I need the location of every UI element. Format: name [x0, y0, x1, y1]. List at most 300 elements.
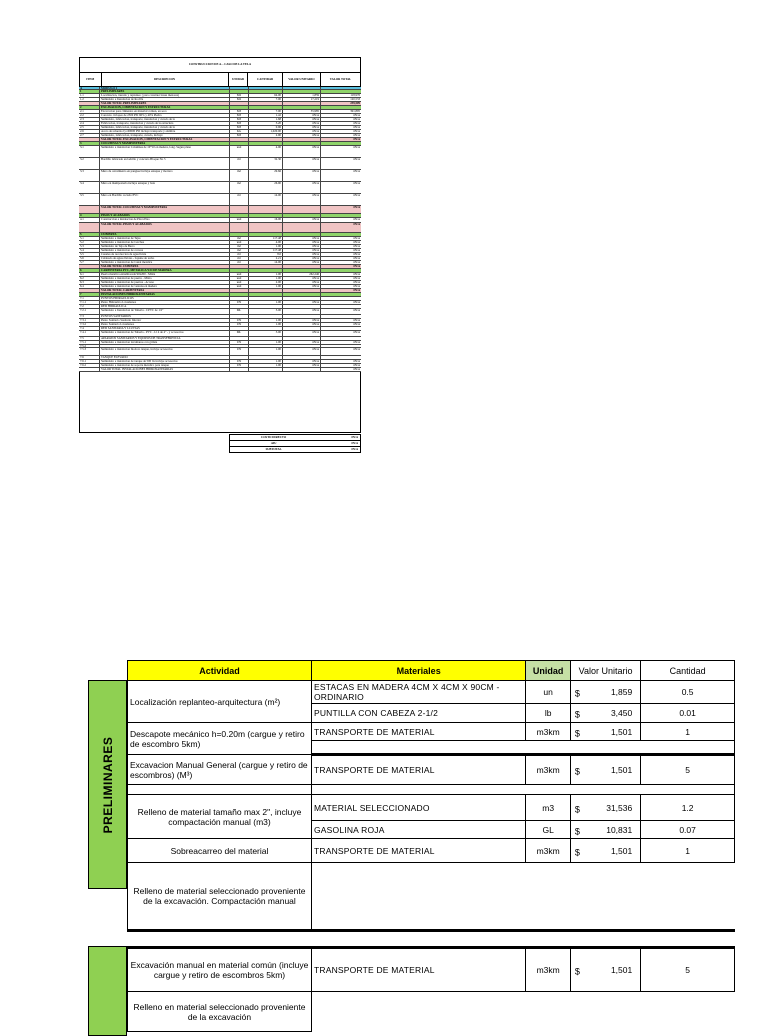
cell-cantidad — [249, 142, 283, 145]
cell-item: 4 — [79, 214, 100, 217]
cell-valor-total — [321, 293, 361, 296]
cell-unidad — [230, 223, 249, 232]
budget-row — [79, 158, 361, 170]
currency-symbol: $ — [574, 728, 580, 738]
unit-cell: lb — [526, 704, 571, 723]
activity-cell: Sobreacarreo del material — [128, 839, 312, 863]
unit-price-value: 31,536 — [606, 802, 633, 813]
cell-unidad: und — [230, 277, 249, 280]
cell-item: 7.2.1 — [79, 309, 100, 314]
currency-symbol: $ — [574, 804, 580, 814]
cell-cantidad — [249, 297, 283, 300]
cell-cantidad: 1.00 — [249, 364, 283, 367]
cell-valor-total: #N/A — [353, 237, 360, 240]
cell-cantidad: 1.00 — [249, 301, 283, 304]
cell-item: 7.4.1 — [79, 331, 100, 336]
cell-descripcion: Suministro e instalacion de Tejas — [100, 237, 230, 240]
header-materiales: Materiales — [311, 661, 525, 681]
cell-cantidad — [249, 138, 283, 141]
cell-cantidad: 64.00 — [249, 94, 283, 97]
cell-valor-unitario — [283, 368, 321, 371]
cell-valor-total — [321, 106, 361, 109]
cell-unidad — [230, 305, 249, 308]
header-item: ITEM — [80, 73, 102, 87]
cell-valor-unitario — [283, 106, 321, 109]
cell-item: 2.5 — [79, 126, 100, 129]
cell-unidad: M2 — [230, 94, 249, 97]
cell-item — [79, 206, 100, 213]
cell-item: 3.5 — [79, 194, 100, 205]
cell-cantidad: 29.66 — [249, 170, 283, 181]
cell-descripcion: Acero de refuerzo fy=60000 PSI incluye transporte y alambre — [100, 130, 230, 133]
cell-descripcion: Cableado de aguas lluvias - bajante de techo — [100, 257, 230, 260]
cell-valor-unitario: #N/A — [283, 114, 321, 117]
unit-price-value: 10,831 — [606, 824, 633, 835]
cell-valor-total: #N/A — [353, 265, 360, 268]
cell-valor-total: #N/A — [353, 249, 360, 252]
header-valor-unitario: VALOR UNITARIO — [282, 73, 320, 87]
cell-descripcion: Suministro e instalacion Inodoro tanque, incluye accesorios — [100, 348, 230, 355]
cell-unidad — [230, 289, 249, 292]
cell-unidad — [230, 206, 249, 213]
empty-cell — [311, 992, 734, 1032]
cell-descripcion: Punto Sanitario Lavamanos — [100, 323, 230, 326]
cell-valor-unitario — [283, 269, 321, 272]
cell-descripcion: PUNTOS SANITARIOS — [100, 315, 230, 318]
cell-cantidad: 32.30 — [249, 158, 283, 169]
cell-unidad: M2 — [230, 98, 249, 101]
cell-unidad — [230, 368, 249, 371]
cell-unidad: m2 — [230, 237, 249, 240]
cell-valor-total: #N/A — [353, 130, 360, 133]
table-row — [128, 992, 735, 1032]
cell-unidad: und — [230, 146, 249, 157]
unit-cell: m3km — [526, 755, 571, 785]
quantity-cell: 1.2 — [641, 795, 735, 821]
unit-price-cell — [570, 795, 640, 821]
cell-valor-unitario — [283, 142, 321, 145]
cell-item: 2.3 — [79, 118, 100, 121]
cell-item: 7 — [79, 293, 100, 296]
cell-cantidad: 1.00 — [249, 277, 283, 280]
quantity-cell: 0.07 — [641, 821, 735, 839]
activity-cell: Excavación manual en material común (incluye cargue y retiro de escombros 5km) — [128, 948, 312, 992]
cell-cantidad: 2.21 — [249, 257, 283, 260]
unit-price-value: 1,501 — [610, 726, 633, 737]
cell-valor-total: #N/A — [353, 323, 360, 326]
currency-symbol: $ — [574, 688, 580, 699]
footer-value: #N/A — [351, 447, 358, 451]
cell-descripcion: EXCAVACION, CIMENTACION Y ESTRUCTURAS — [100, 106, 230, 109]
cell-valor-unitario: #N/A — [283, 249, 321, 252]
cell-valor-total: #N/A — [353, 241, 360, 244]
cell-valor-total — [321, 87, 361, 89]
cell-valor-unitario — [283, 356, 321, 359]
cell-item: 3.2 — [79, 158, 100, 169]
cell-unidad: UN — [230, 348, 249, 355]
cell-descripcion: Suministro e instalacion Columnas de 10*10 en madera, long. Segun plano — [100, 146, 230, 157]
cell-item: 5 — [79, 233, 100, 236]
empty-cell — [311, 863, 734, 931]
cell-descripcion: Suministro e instalacion de ventana en madera — [100, 285, 230, 288]
unit-price-cell — [570, 723, 640, 741]
cell-item: 5.7 — [79, 261, 100, 264]
cell-unidad — [230, 214, 249, 217]
cell-descripcion: VALOR TOTAL CARPINTERIA — [100, 289, 230, 292]
cell-valor-total: #N/A — [353, 273, 360, 276]
cell-valor-unitario: #N/A — [283, 253, 321, 256]
cell-item: 5.3 — [79, 245, 100, 248]
cell-valor-total — [321, 233, 361, 236]
cell-item: 5.2 — [79, 241, 100, 244]
cell-valor-unitario: 1,859 — [283, 94, 321, 97]
cell-valor-total: #N/A — [353, 348, 360, 351]
cell-item — [79, 138, 100, 141]
cell-valor-unitario: #N/A — [283, 364, 321, 367]
cell-unidad: M3 — [230, 118, 249, 121]
cell-valor-total: #N/A — [353, 261, 360, 264]
cell-cantidad — [249, 356, 283, 359]
table-row — [128, 795, 735, 821]
quantity-cell: 0.01 — [641, 704, 735, 723]
budget-row — [79, 368, 361, 372]
footer-value: #N/A — [351, 441, 358, 445]
cell-valor-total: #N/A — [353, 158, 360, 161]
cell-valor-unitario — [283, 297, 321, 300]
cell-item: 6.4 — [79, 285, 100, 288]
section-label: PRELIMINARES — [100, 736, 115, 833]
unit-price-cell — [570, 839, 640, 863]
cell-item: 6 — [79, 269, 100, 272]
section-sidebar — [88, 946, 127, 1036]
budget-sheet-header — [79, 72, 361, 87]
cell-item: 7.5 — [79, 337, 100, 340]
cell-valor-total: #N/A — [353, 289, 360, 292]
cell-descripcion: Suministro e instalacion de puerta - Mixta — [100, 277, 230, 280]
section-sidebar — [88, 680, 127, 889]
cell-valor-unitario — [283, 265, 321, 268]
cell-valor-unitario: #N/A — [283, 285, 321, 288]
cell-unidad — [230, 297, 249, 300]
cell-unidad: UN — [230, 364, 249, 367]
material-cell: ESTACAS EN MADERA 4CM X 4CM X 90CM - ORDINARIO — [311, 681, 525, 704]
header-unidad: UNIDAD — [228, 73, 248, 87]
header-descripcion: DESCRIPCION — [101, 73, 228, 87]
cell-descripcion — [100, 345, 230, 347]
cell-item: 7.5.1 — [79, 341, 100, 344]
cell-valor-unitario — [283, 90, 321, 93]
cell-item — [79, 223, 100, 232]
cell-unidad — [230, 87, 249, 89]
cell-item: 5.4 — [79, 249, 100, 252]
cell-cantidad: 1.00 — [249, 348, 283, 355]
cell-valor-unitario: 17,219 — [283, 98, 321, 101]
cell-unidad — [230, 102, 249, 105]
cell-valor-unitario: #N/A — [283, 241, 321, 244]
cell-item: A — [79, 87, 100, 89]
cell-valor-total: #N/A — [353, 206, 360, 209]
cell-descripcion: Suministro e instalacion de Tuberia - PVC - Ll 4 de 4" - y accesorios — [100, 331, 230, 336]
cell-cantidad: 1.00 — [249, 245, 283, 248]
cell-item: 1.2 — [79, 98, 100, 101]
cell-item: 2.6 — [79, 130, 100, 133]
cell-cantidad: 1,020.00 — [249, 130, 283, 133]
currency-symbol: $ — [574, 766, 580, 777]
cell-valor-total — [321, 297, 361, 300]
cell-item: 2.7 — [79, 134, 100, 137]
cell-valor-unitario: #N/A — [283, 281, 321, 284]
cell-item: 6.3 — [79, 281, 100, 284]
cell-cantidad — [249, 305, 283, 308]
budget-row — [79, 146, 361, 158]
cell-unidad — [230, 315, 249, 318]
cell-valor-total: #N/A — [353, 364, 360, 367]
cell-valor-total — [321, 90, 361, 93]
cell-descripcion: PUNTOS HIDRAULICOS — [100, 297, 230, 300]
cell-item: 2.2 — [79, 114, 100, 117]
cell-valor-total: 239,509 — [350, 102, 360, 105]
activities-table-second — [127, 946, 735, 1032]
header-valor-unitario: Valor Unitario — [570, 661, 640, 681]
cell-valor-total: #N/A — [353, 281, 360, 284]
cell-valor-unitario: #N/A — [283, 319, 321, 322]
cell-descripcion: Fabricacion, transporte, instalacion y curado de la estructura — [100, 122, 230, 125]
cell-descripcion: Localizacion, trazado y replanteo ( para construcciones menores) — [100, 94, 230, 97]
cell-valor-total: #N/A — [353, 138, 360, 141]
cell-cantidad: 2.90 — [249, 134, 283, 137]
header-valor-total: VALOR TOTAL — [320, 73, 360, 87]
cell-cantidad — [249, 206, 283, 213]
cell-valor-unitario: #N/A — [283, 182, 321, 193]
cell-item: 2.4 — [79, 122, 100, 125]
cell-unidad: UN — [230, 301, 249, 304]
cell-unidad: ml — [230, 261, 249, 264]
cell-cantidad: 7.00 — [249, 98, 283, 101]
cell-valor-unitario — [283, 214, 321, 217]
cell-descripcion: Suministro e instalacion de Canal metalica — [100, 261, 230, 264]
cell-cantidad — [249, 265, 283, 268]
cell-unidad: UN — [230, 360, 249, 363]
cell-valor-total — [321, 315, 361, 318]
cell-item: 1.1 — [79, 94, 100, 97]
cell-unidad: M3 — [230, 122, 249, 125]
footer-row-subtotal — [229, 447, 361, 453]
cell-unidad: und — [230, 273, 249, 276]
material-cell: MATERIAL SELECCIONADO — [311, 795, 525, 821]
cell-cantidad: 3.00 — [249, 309, 283, 314]
table-row — [128, 723, 735, 741]
header-cantidad: Cantidad — [641, 661, 735, 681]
cell-descripcion: PRELIMINARES — [100, 90, 230, 93]
cell-cantidad — [249, 368, 283, 371]
cell-valor-total — [321, 214, 361, 217]
cell-cantidad — [249, 214, 283, 217]
cell-unidad — [230, 138, 249, 141]
cell-descripcion: Muro en mamposteria incluye estuque y bata — [100, 182, 230, 193]
unit-cell: m3km — [526, 723, 571, 741]
cell-valor-unitario: #N/A — [283, 194, 321, 205]
cell-unidad — [230, 106, 249, 109]
cell-cantidad: 14.00 — [249, 194, 283, 205]
cell-valor-total: #N/A — [353, 218, 360, 221]
cell-valor-total: #N/A — [353, 285, 360, 288]
cell-item: 6.2 — [79, 277, 100, 280]
cell-descripcion: Suministro de Teja de Barro — [100, 245, 230, 248]
cell-descripcion: CARPINTERIA PVC, METALICA Y/O DE MADERA — [100, 269, 230, 272]
cell-valor-total: #N/A — [353, 182, 360, 185]
unit-price-value: 1,501 — [610, 965, 633, 975]
cell-cantidad: 1.00 — [249, 323, 283, 326]
cell-valor-unitario — [283, 293, 321, 296]
cell-valor-unitario — [283, 138, 321, 141]
cell-item: 3.4 — [79, 182, 100, 193]
cell-cantidad — [249, 269, 283, 272]
cell-descripcion: VALOR TOTAL INSTALACIONES HIDROSANITARIAS — [100, 368, 230, 371]
cell-valor-unitario: #N/A — [283, 323, 321, 326]
unit-price-value: 1,501 — [610, 765, 633, 775]
cell-valor-total: #N/A — [353, 118, 360, 121]
activity-cell: Descapote mecánico h=0.20m (cargue y retiro de escombro 5km) — [128, 723, 312, 755]
cell-valor-total: #N/A — [353, 301, 360, 304]
cell-descripcion: PISOS Y ACABADOS — [100, 214, 230, 217]
cell-valor-unitario: #N/A — [283, 348, 321, 355]
cell-descripcion: VALOR TOTAL EXCAVACION, CIMENTACION Y ESTRUCTURAS — [100, 138, 230, 141]
cell-cantidad: 14.00 — [249, 261, 283, 264]
cell-descripcion: Suministro e instalacion de soporte metalico para tanque — [100, 364, 230, 367]
cell-unidad: ML — [230, 331, 249, 336]
cell-valor-unitario: #N/A — [283, 134, 321, 137]
cell-valor-unitario — [283, 315, 321, 318]
cell-unidad: ml — [230, 257, 249, 260]
cell-valor-unitario — [283, 289, 321, 292]
unit-price-value: 1,501 — [610, 845, 633, 856]
activities-header-row — [128, 661, 735, 681]
cell-cantidad: 8.0 — [249, 253, 283, 256]
cell-descripcion: Puerta metalica entamborada 90x200 - Mixta — [100, 273, 230, 276]
cell-item — [79, 289, 100, 292]
cell-unidad: m2 — [230, 249, 249, 252]
cell-descripcion: CUBIERTA — [100, 233, 230, 236]
cell-descripcion: Punto Sanitario Sanitario Inferior — [100, 319, 230, 322]
cell-cantidad: 2.00 — [249, 281, 283, 284]
cell-cantidad: 1.00 — [249, 341, 283, 344]
cell-valor-unitario — [283, 223, 321, 232]
activity-cell: Relleno en material seleccionado proveniente de la excavación — [128, 992, 312, 1032]
material-cell: TRANSPORTE DE MATERIAL — [311, 723, 525, 741]
cell-cantidad: 117.48 — [249, 249, 283, 252]
cell-unidad — [230, 269, 249, 272]
cell-descripcion: VALOR TOTAL CUBIERTA — [100, 265, 230, 268]
header-actividad: Actividad — [128, 661, 312, 681]
activity-cell: Relleno de material tamaño max 2", incluye compactación manual (m3) — [128, 795, 312, 839]
cell-descripcion: APARATOS SANITARIOS Y EQUIPOS DE TRANSFERENCIA — [100, 337, 230, 340]
cell-valor-total: #N/A — [353, 223, 360, 226]
cell-valor-unitario: #N/A — [283, 118, 321, 121]
cell-cantidad: 16.00 — [249, 218, 283, 222]
table-row-spacer — [128, 785, 735, 795]
cell-item: 3.3 — [79, 170, 100, 181]
cell-valor-unitario: #N/A — [283, 360, 321, 363]
material-cell: TRANSPORTE DE MATERIAL — [311, 839, 525, 863]
budget-row — [79, 223, 361, 233]
currency-symbol: $ — [574, 966, 580, 977]
cell-cantidad: 26.90 — [249, 182, 283, 193]
currency-symbol: $ — [574, 709, 580, 720]
cell-item: 7.6.1 — [79, 360, 100, 363]
footer-label: AIU — [270, 441, 277, 445]
cell-unidad — [230, 265, 249, 268]
cell-valor-total: #N/A — [353, 360, 360, 363]
quantity-cell: 1 — [641, 723, 735, 741]
cell-item: 3 — [79, 142, 100, 145]
cell-valor-unitario — [283, 337, 321, 340]
material-cell: GASOLINA ROJA — [311, 821, 525, 839]
cell-descripcion: Suministro, fabricacion, transporte, instalacion y curado de la — [100, 126, 230, 129]
cell-cantidad — [249, 345, 283, 347]
cell-unidad: M3 — [230, 110, 249, 113]
cell-item: 7.4 — [79, 327, 100, 330]
quantity-cell: 0.5 — [641, 681, 735, 704]
cell-descripcion: Muro de cerramiento en panguez incluye estuque y mortero — [100, 170, 230, 181]
cell-valor-unitario: #N/A — [283, 331, 321, 336]
cell-unidad — [230, 356, 249, 359]
cell-unidad: M3 — [230, 134, 249, 137]
cell-cantidad — [249, 337, 283, 340]
cell-descripcion: Suministro e Instalacion de Rocilla — [100, 98, 230, 101]
cell-valor-total: #N/A — [353, 245, 360, 248]
cell-valor-total: #N/A — [353, 277, 360, 280]
cell-unidad — [230, 337, 249, 340]
cell-cantidad — [249, 87, 283, 89]
cell-unidad — [230, 293, 249, 296]
cell-valor-total: #N/A — [353, 368, 360, 371]
cell-descripcion: Suministro e instalacion de tanque de 500 lts incluye accesorios — [100, 360, 230, 363]
unit-price-cell — [570, 681, 640, 704]
cell-unidad: m2 — [230, 245, 249, 248]
cell-unidad: UN — [230, 323, 249, 326]
footer-row-costo-directo — [229, 434, 361, 441]
cell-cantidad — [249, 289, 283, 292]
cell-unidad: und — [230, 218, 249, 222]
cell-item — [79, 368, 100, 371]
unit-cell: m3 — [526, 795, 571, 821]
cell-valor-unitario — [283, 102, 321, 105]
cell-descripcion: Suministro e instalacion de puertas - Acceso — [100, 281, 230, 284]
cell-valor-unitario — [283, 305, 321, 308]
cell-cantidad: 4.00 — [249, 146, 283, 157]
budget-sheet-footer — [229, 434, 361, 453]
cell-item: 2 — [79, 106, 100, 109]
cell-descripcion: Suministro e instalacion de Cerchas — [100, 241, 230, 244]
cell-valor-total — [321, 142, 361, 145]
cell-unidad: m2 — [230, 170, 249, 181]
cell-valor-unitario: #N/A — [283, 261, 321, 264]
cell-cantidad: 1.00 — [249, 273, 283, 276]
cell-valor-unitario: #N/A — [283, 130, 321, 133]
cell-item: 7.5.3 — [79, 348, 100, 355]
cell-valor-total — [321, 356, 361, 359]
cell-cantidad: 1.68 — [249, 118, 283, 121]
cell-descripcion: Construccion e instalacion de Placa Piso — [100, 218, 230, 222]
cell-valor-total: #N/A — [353, 146, 360, 149]
cell-valor-total: #N/A — [353, 257, 360, 260]
activity-cell: Relleno de material seleccionado proveniente de la excavación. Compactación manual — [128, 863, 312, 931]
cell-descripcion: RED SANITARIA Y LLUVIAS — [100, 327, 230, 330]
cell-valor-total: #N/A — [353, 319, 360, 322]
cell-item: 5.6 — [79, 257, 100, 260]
table-row — [128, 863, 735, 931]
cell-item: 7.2 — [79, 305, 100, 308]
